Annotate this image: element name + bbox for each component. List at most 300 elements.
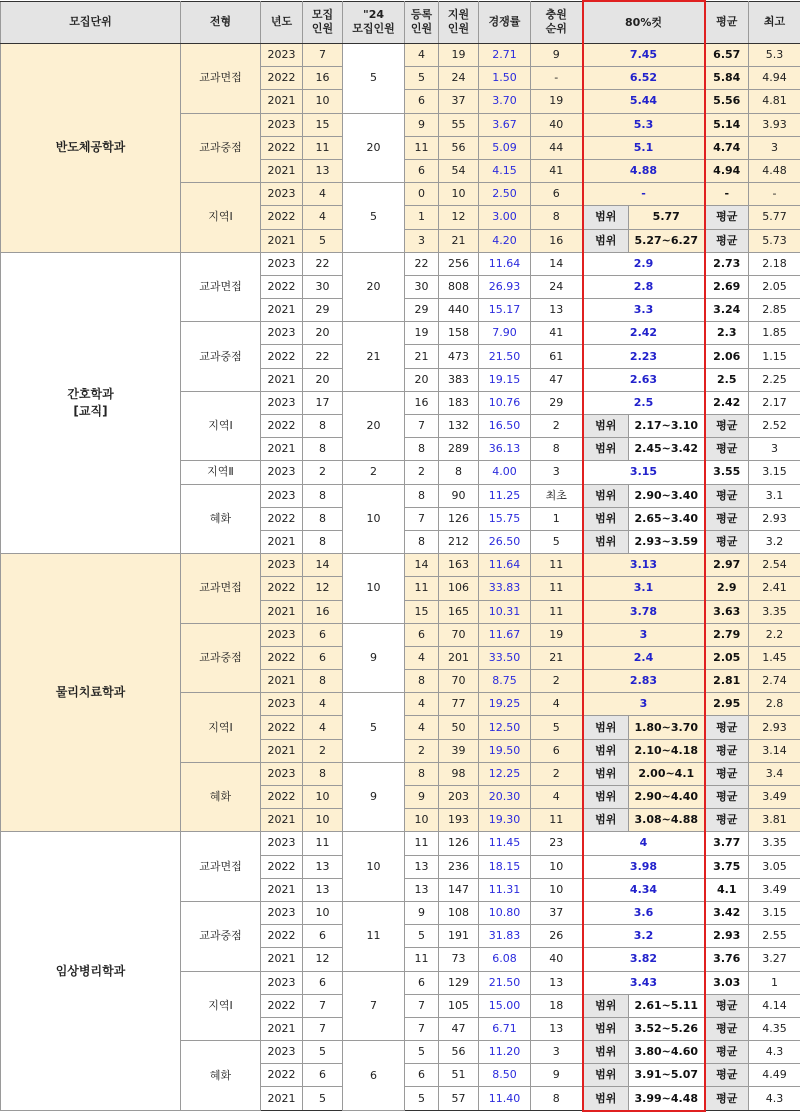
registered-cell: 7	[405, 507, 439, 530]
max-cell: 2.52	[749, 415, 800, 438]
quota24-cell: 11	[343, 901, 405, 971]
registered-cell: 0	[405, 183, 439, 206]
registered-cell: 8	[405, 530, 439, 553]
recruit-cell: 8	[303, 507, 343, 530]
registered-cell: 9	[405, 786, 439, 809]
recruit-cell: 11	[303, 136, 343, 159]
max-cell: 1.45	[749, 646, 800, 669]
rank-cell: 8	[531, 438, 583, 461]
recruit-cell: 16	[303, 67, 343, 90]
recruit-cell: 22	[303, 252, 343, 275]
max-cell: 3.35	[749, 832, 800, 855]
registered-cell: 4	[405, 693, 439, 716]
range-label: 범위	[583, 1017, 629, 1040]
registered-cell: 19	[405, 322, 439, 345]
registered-cell: 2	[405, 461, 439, 484]
avg-cell: 3.63	[705, 600, 749, 623]
cut80-cell: 3.43	[583, 971, 705, 994]
max-cell: 4.49	[749, 1064, 800, 1087]
range-value: 2.17~3.10	[629, 415, 705, 438]
ratio-cell: 3.67	[479, 113, 531, 136]
registered-cell: 8	[405, 438, 439, 461]
applicants-cell: 163	[439, 554, 479, 577]
avg-label: 평균	[705, 484, 749, 507]
ratio-cell: 33.50	[479, 646, 531, 669]
rank-cell: 13	[531, 971, 583, 994]
recruit-cell: 20	[303, 368, 343, 391]
max-cell: 3.4	[749, 762, 800, 785]
ratio-cell: 11.64	[479, 554, 531, 577]
cut80-cell: 3.2	[583, 925, 705, 948]
rank-cell: 4	[531, 693, 583, 716]
year-cell: 2021	[261, 878, 303, 901]
ratio-cell: 11.64	[479, 252, 531, 275]
applicants-cell: 203	[439, 786, 479, 809]
range-label: 범위	[583, 530, 629, 553]
cut80-cell: 3	[583, 623, 705, 646]
rank-cell: 24	[531, 275, 583, 298]
quota24-cell: 20	[343, 113, 405, 183]
ratio-cell: 15.00	[479, 994, 531, 1017]
applicants-cell: 106	[439, 577, 479, 600]
header-applicants-text: 지원 인원	[439, 8, 478, 36]
rank-cell: 8	[531, 206, 583, 229]
rank-cell: 최초	[531, 484, 583, 507]
ratio-cell: 11.20	[479, 1041, 531, 1064]
track-name: 혜화	[181, 1041, 261, 1111]
max-cell: 3.35	[749, 600, 800, 623]
max-cell: 2.8	[749, 693, 800, 716]
avg-cell: 3.55	[705, 461, 749, 484]
registered-cell: 8	[405, 484, 439, 507]
applicants-cell: 98	[439, 762, 479, 785]
cut80-cell: 5.3	[583, 113, 705, 136]
table-row	[1, 554, 800, 577]
year-cell: 2021	[261, 809, 303, 832]
applicants-cell: 126	[439, 507, 479, 530]
year-cell: 2022	[261, 855, 303, 878]
rank-cell: 21	[531, 646, 583, 669]
avg-label: 평균	[705, 786, 749, 809]
applicants-cell: 21	[439, 229, 479, 252]
rank-cell: 19	[531, 90, 583, 113]
track-name: 교과면접	[181, 832, 261, 902]
recruit-cell: 4	[303, 183, 343, 206]
track-name: 혜화	[181, 762, 261, 832]
header-registered-text: 등록 인원	[405, 8, 438, 36]
ratio-cell: 12.50	[479, 716, 531, 739]
year-cell: 2021	[261, 438, 303, 461]
ratio-cell: 19.25	[479, 693, 531, 716]
cut80-cell: 2.9	[583, 252, 705, 275]
applicants-cell: 37	[439, 90, 479, 113]
rank-cell: -	[531, 67, 583, 90]
track-name: 교과중점	[181, 901, 261, 971]
avg-cell: 5.14	[705, 113, 749, 136]
year-cell: 2021	[261, 948, 303, 971]
registered-cell: 6	[405, 159, 439, 182]
range-value: 5.77	[629, 206, 705, 229]
recruit-cell: 8	[303, 438, 343, 461]
max-cell: 2.05	[749, 275, 800, 298]
year-cell: 2023	[261, 623, 303, 646]
rank-cell: 9	[531, 1064, 583, 1087]
max-cell: 3.2	[749, 530, 800, 553]
avg-cell: 2.9	[705, 577, 749, 600]
rank-cell: 4	[531, 786, 583, 809]
quota24-cell: 5	[343, 693, 405, 763]
registered-cell: 6	[405, 623, 439, 646]
dept-name	[1, 554, 181, 832]
range-label: 범위	[583, 994, 629, 1017]
year-cell: 2023	[261, 693, 303, 716]
rank-cell: 6	[531, 183, 583, 206]
applicants-cell: 70	[439, 670, 479, 693]
quota24-cell: 9	[343, 762, 405, 832]
avg-label: 평균	[705, 1064, 749, 1087]
year-cell: 2021	[261, 299, 303, 322]
applicants-cell: 236	[439, 855, 479, 878]
avg-label: 평균	[705, 438, 749, 461]
track-name: 지역Ⅰ	[181, 183, 261, 253]
rank-cell: 3	[531, 461, 583, 484]
recruit-cell: 29	[303, 299, 343, 322]
track-name: 지역Ⅰ	[181, 971, 261, 1041]
registered-cell: 11	[405, 832, 439, 855]
header-registered	[405, 1, 439, 44]
rank-cell: 6	[531, 739, 583, 762]
registered-cell: 5	[405, 67, 439, 90]
header-year: 년도	[261, 1, 303, 44]
applicants-cell: 105	[439, 994, 479, 1017]
applicants-cell: 212	[439, 530, 479, 553]
range-value: 2.00~4.1	[629, 762, 705, 785]
cut80-cell: 4.88	[583, 159, 705, 182]
header-recruit	[303, 1, 343, 44]
ratio-cell: 10.76	[479, 391, 531, 414]
year-cell: 2022	[261, 415, 303, 438]
applicants-cell: 129	[439, 971, 479, 994]
recruit-cell: 17	[303, 391, 343, 414]
ratio-cell: 8.50	[479, 1064, 531, 1087]
registered-cell: 11	[405, 136, 439, 159]
avg-label: 평균	[705, 415, 749, 438]
applicants-cell: 77	[439, 693, 479, 716]
max-cell: 3.93	[749, 113, 800, 136]
range-value: 2.65~3.40	[629, 507, 705, 530]
max-cell: 2.74	[749, 670, 800, 693]
year-cell: 2021	[261, 368, 303, 391]
header-recruit-text: 모집 인원	[303, 8, 342, 36]
rank-cell: 2	[531, 415, 583, 438]
ratio-cell: 31.83	[479, 925, 531, 948]
applicants-cell: 54	[439, 159, 479, 182]
max-cell: 4.3	[749, 1087, 800, 1111]
avg-label: 평균	[705, 206, 749, 229]
recruit-cell: 5	[303, 1041, 343, 1064]
applicants-cell: 126	[439, 832, 479, 855]
rank-cell: 13	[531, 1017, 583, 1040]
year-cell: 2023	[261, 901, 303, 924]
rank-cell: 41	[531, 159, 583, 182]
cut80-cell: 2.23	[583, 345, 705, 368]
year-cell: 2021	[261, 229, 303, 252]
year-cell: 2022	[261, 1064, 303, 1087]
ratio-cell: 11.31	[479, 878, 531, 901]
max-cell: 3	[749, 136, 800, 159]
max-cell: 2.17	[749, 391, 800, 414]
quota24-cell: 5	[343, 44, 405, 114]
registered-cell: 1	[405, 206, 439, 229]
header-avg: 평균	[705, 1, 749, 44]
ratio-cell: 8.75	[479, 670, 531, 693]
year-cell: 2021	[261, 600, 303, 623]
year-cell: 2023	[261, 1041, 303, 1064]
year-cell: 2023	[261, 322, 303, 345]
header-ratio: 경쟁률	[479, 1, 531, 44]
ratio-cell: 12.25	[479, 762, 531, 785]
avg-label: 평균	[705, 507, 749, 530]
rank-cell: 8	[531, 1087, 583, 1111]
range-value: 3.91~5.07	[629, 1064, 705, 1087]
applicants-cell: 56	[439, 1041, 479, 1064]
range-label: 범위	[583, 809, 629, 832]
ratio-cell: 5.09	[479, 136, 531, 159]
max-cell: 3.81	[749, 809, 800, 832]
avg-cell: 3.03	[705, 971, 749, 994]
quota24-cell: 20	[343, 252, 405, 322]
max-cell: 5.73	[749, 229, 800, 252]
cut80-cell: 3.6	[583, 901, 705, 924]
table-row	[1, 252, 800, 275]
registered-cell: 21	[405, 345, 439, 368]
cut80-cell: 2.63	[583, 368, 705, 391]
range-label: 범위	[583, 1064, 629, 1087]
dept-name	[1, 44, 181, 253]
quota24-cell: 7	[343, 971, 405, 1041]
ratio-cell: 21.50	[479, 971, 531, 994]
cut80-cell: 3.13	[583, 554, 705, 577]
table-body	[1, 44, 800, 1111]
rank-cell: 5	[531, 530, 583, 553]
avg-cell: 2.97	[705, 554, 749, 577]
recruit-cell: 8	[303, 484, 343, 507]
range-value: 1.80~3.70	[629, 716, 705, 739]
year-cell: 2021	[261, 739, 303, 762]
max-cell: 2.93	[749, 716, 800, 739]
applicants-cell: 440	[439, 299, 479, 322]
cut80-cell: 2.8	[583, 275, 705, 298]
range-value: 5.27~6.27	[629, 229, 705, 252]
table-row	[1, 44, 800, 67]
recruit-cell: 5	[303, 1087, 343, 1111]
dept-name-text: 간호학과 [교직]	[67, 387, 113, 418]
avg-cell: 2.79	[705, 623, 749, 646]
year-cell: 2023	[261, 971, 303, 994]
max-cell: 1	[749, 971, 800, 994]
year-cell: 2023	[261, 484, 303, 507]
year-cell: 2022	[261, 716, 303, 739]
applicants-cell: 39	[439, 739, 479, 762]
rank-cell: 3	[531, 1041, 583, 1064]
year-cell: 2022	[261, 206, 303, 229]
registered-cell: 6	[405, 971, 439, 994]
rank-cell: 16	[531, 229, 583, 252]
year-cell: 2021	[261, 159, 303, 182]
year-cell: 2023	[261, 44, 303, 67]
dept-name	[1, 252, 181, 553]
registered-cell: 3	[405, 229, 439, 252]
cut80-cell: 5.1	[583, 136, 705, 159]
max-cell: 1.85	[749, 322, 800, 345]
cut80-cell: 3.3	[583, 299, 705, 322]
recruit-cell: 14	[303, 554, 343, 577]
year-cell: 2021	[261, 1087, 303, 1111]
registered-cell: 22	[405, 252, 439, 275]
rank-cell: 10	[531, 855, 583, 878]
max-cell: 3.49	[749, 878, 800, 901]
recruit-cell: 4	[303, 716, 343, 739]
cut80-cell: 2.4	[583, 646, 705, 669]
ratio-cell: 20.30	[479, 786, 531, 809]
rank-cell: 44	[531, 136, 583, 159]
ratio-cell: 26.50	[479, 530, 531, 553]
applicants-cell: 147	[439, 878, 479, 901]
range-value: 2.90~3.40	[629, 484, 705, 507]
registered-cell: 30	[405, 275, 439, 298]
applicants-cell: 132	[439, 415, 479, 438]
avg-label: 평균	[705, 530, 749, 553]
range-label: 범위	[583, 507, 629, 530]
header-cut80: 80%컷	[583, 1, 705, 44]
recruit-cell: 2	[303, 461, 343, 484]
recruit-cell: 7	[303, 1017, 343, 1040]
recruit-cell: 10	[303, 809, 343, 832]
registered-cell: 5	[405, 1087, 439, 1111]
max-cell: 3	[749, 438, 800, 461]
recruit-cell: 4	[303, 693, 343, 716]
range-label: 범위	[583, 762, 629, 785]
header-quota24-text: "24 모집인원	[343, 8, 404, 36]
avg-cell: 5.56	[705, 90, 749, 113]
rank-cell: 9	[531, 44, 583, 67]
recruit-cell: 6	[303, 646, 343, 669]
ratio-cell: 10.31	[479, 600, 531, 623]
applicants-cell: 808	[439, 275, 479, 298]
range-value: 3.52~5.26	[629, 1017, 705, 1040]
max-cell: 4.35	[749, 1017, 800, 1040]
track-name: 교과면접	[181, 44, 261, 114]
quota24-cell: 21	[343, 322, 405, 392]
quota24-cell: 20	[343, 391, 405, 461]
registered-cell: 7	[405, 1017, 439, 1040]
rank-cell: 61	[531, 345, 583, 368]
rank-cell: 40	[531, 948, 583, 971]
cut80-cell: 7.45	[583, 44, 705, 67]
ratio-cell: 11.67	[479, 623, 531, 646]
range-value: 3.08~4.88	[629, 809, 705, 832]
rank-cell: 40	[531, 113, 583, 136]
applicants-cell: 383	[439, 368, 479, 391]
rank-cell: 14	[531, 252, 583, 275]
range-label: 범위	[583, 438, 629, 461]
range-label: 범위	[583, 229, 629, 252]
year-cell: 2023	[261, 832, 303, 855]
applicants-cell: 183	[439, 391, 479, 414]
avg-cell: 4.1	[705, 878, 749, 901]
avg-cell: 4.74	[705, 136, 749, 159]
header-rank-text: 충원 순위	[531, 8, 582, 36]
avg-label: 평균	[705, 994, 749, 1017]
avg-cell: 2.95	[705, 693, 749, 716]
range-value: 3.80~4.60	[629, 1041, 705, 1064]
recruit-cell: 8	[303, 530, 343, 553]
ratio-cell: 15.17	[479, 299, 531, 322]
max-cell: 3.49	[749, 786, 800, 809]
registered-cell: 13	[405, 855, 439, 878]
avg-cell: 2.5	[705, 368, 749, 391]
registered-cell: 11	[405, 577, 439, 600]
ratio-cell: 1.50	[479, 67, 531, 90]
recruit-cell: 13	[303, 159, 343, 182]
applicants-cell: 55	[439, 113, 479, 136]
rank-cell: 18	[531, 994, 583, 1017]
registered-cell: 11	[405, 948, 439, 971]
recruit-cell: 10	[303, 901, 343, 924]
max-cell: 2.85	[749, 299, 800, 322]
range-label: 범위	[583, 415, 629, 438]
max-cell: 4.3	[749, 1041, 800, 1064]
table-row	[1, 832, 800, 855]
year-cell: 2023	[261, 252, 303, 275]
applicants-cell: 12	[439, 206, 479, 229]
avg-cell: 2.42	[705, 391, 749, 414]
track-name: 교과면접	[181, 252, 261, 322]
max-cell: 2.41	[749, 577, 800, 600]
header-max: 최고	[749, 1, 800, 44]
applicants-cell: 70	[439, 623, 479, 646]
applicants-cell: 108	[439, 901, 479, 924]
max-cell: 2.25	[749, 368, 800, 391]
track-name: 교과중점	[181, 113, 261, 183]
registered-cell: 10	[405, 809, 439, 832]
ratio-cell: 3.00	[479, 206, 531, 229]
quota24-cell: 10	[343, 484, 405, 554]
max-cell: 4.81	[749, 90, 800, 113]
ratio-cell: 11.40	[479, 1087, 531, 1111]
avg-cell: 3.77	[705, 832, 749, 855]
track-name: 교과면접	[181, 554, 261, 624]
year-cell: 2021	[261, 90, 303, 113]
track-name: 지역Ⅰ	[181, 391, 261, 461]
rank-cell: 2	[531, 762, 583, 785]
registered-cell: 2	[405, 739, 439, 762]
recruit-cell: 30	[303, 275, 343, 298]
max-cell: 3.1	[749, 484, 800, 507]
rank-cell: 41	[531, 322, 583, 345]
year-cell: 2023	[261, 113, 303, 136]
avg-cell: 4.94	[705, 159, 749, 182]
recruit-cell: 7	[303, 994, 343, 1017]
cut80-cell: 3.82	[583, 948, 705, 971]
applicants-cell: 47	[439, 1017, 479, 1040]
avg-cell: 3.24	[705, 299, 749, 322]
applicants-cell: 158	[439, 322, 479, 345]
max-cell: 4.14	[749, 994, 800, 1017]
max-cell: 2.54	[749, 554, 800, 577]
rank-cell: 1	[531, 507, 583, 530]
cut80-cell: 3.1	[583, 577, 705, 600]
